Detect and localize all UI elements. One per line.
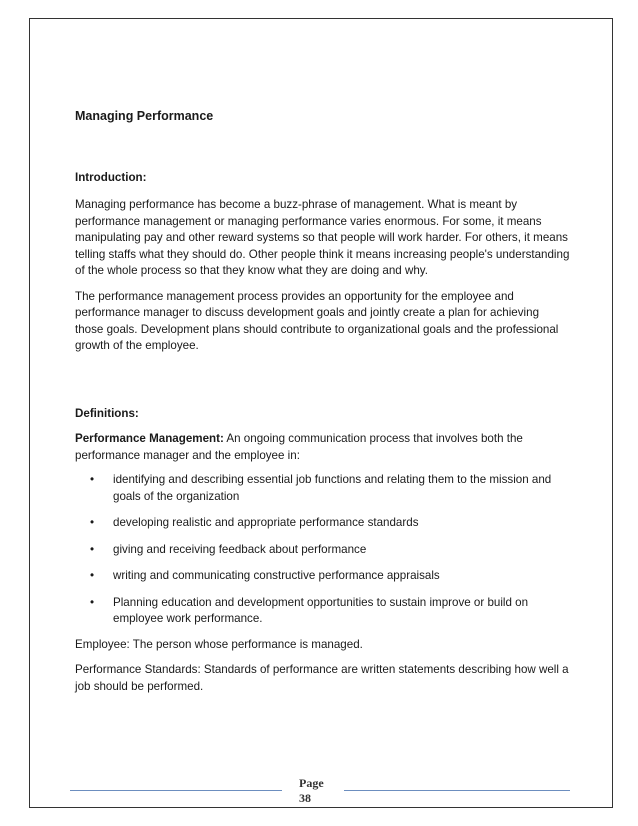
list-item xyxy=(75,595,570,628)
list-item-text: developing realistic and appropriate performance standards xyxy=(113,516,419,529)
list-item xyxy=(75,542,570,559)
performance-management-term: Performance Management: xyxy=(75,432,224,445)
bullet-icon: • xyxy=(90,569,95,582)
bullet-icon: • xyxy=(90,473,95,486)
performance-management-text: An ongoing communication process that involves both the performance manager and the employee in: xyxy=(75,432,523,462)
footer-rule-left xyxy=(70,790,282,791)
introduction-paragraph-1: Managing performance has become a buzz-phrase of management. What is meant by performance management or managing performance varies enormous. For some, it means manipulating pay and other reward systems so that people will work harder. For others, it means telling staffs what they should do. Other people think it means increasing people's understanding of the whole process so that they know what they are doing and why. xyxy=(75,198,570,277)
employee-definition: Employee: The person whose performance is managed. xyxy=(75,637,363,651)
page-number-block xyxy=(299,776,335,806)
introduction-paragraph-2: The performance management process provides an opportunity for the employee and performance manager to discuss development goals and jointly create a plan for achieving those goals. Development plans should contribute to organizational goals and the professional growth of the employee. xyxy=(75,289,559,352)
performance-standards-definition: Performance Standards: Standards of performance are written statements describing how well a job should be performed. xyxy=(75,663,569,693)
list-item-text: identifying and describing essential job functions and relating them to the mission and goals of the organization xyxy=(113,473,552,503)
introduction-heading: Introduction: xyxy=(75,170,147,184)
list-item-text: Planning education and development opportunities to sustain improve or build on employee work performance. xyxy=(113,595,529,625)
performance-management-definition xyxy=(75,431,570,464)
bullet-icon: • xyxy=(90,542,95,556)
document-body xyxy=(75,108,570,695)
page-number: 38 xyxy=(299,791,311,805)
footer-rule-right xyxy=(344,790,570,791)
bullet-icon: • xyxy=(90,595,95,609)
definitions-heading: Definitions: xyxy=(75,406,139,420)
definition-bullet-list xyxy=(75,472,570,628)
list-item-text: giving and receiving feedback about performance xyxy=(113,542,367,556)
list-item-text: writing and communicating constructive performance appraisals xyxy=(113,569,440,582)
document-title: Managing Performance xyxy=(75,109,214,123)
list-item xyxy=(75,568,570,585)
bullet-icon: • xyxy=(90,516,95,529)
page-label: Page xyxy=(299,776,324,790)
page-footer xyxy=(70,776,570,806)
list-item xyxy=(75,472,570,505)
list-item xyxy=(75,515,570,532)
